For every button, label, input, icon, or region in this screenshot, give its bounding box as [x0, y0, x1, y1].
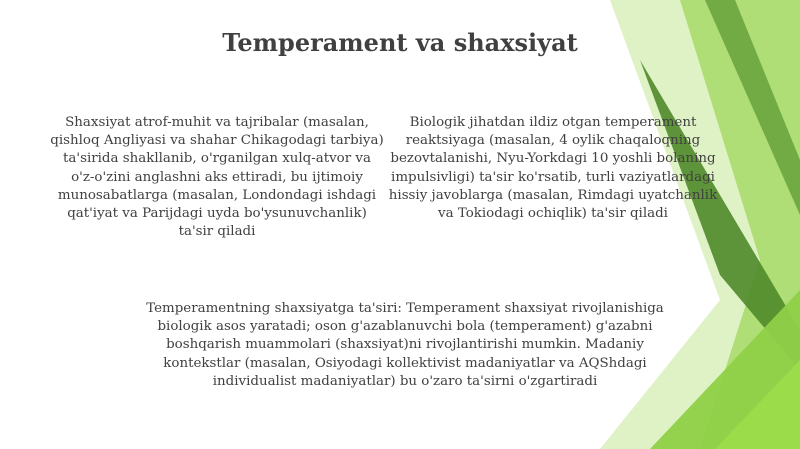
influence-paragraph: Temperamentning shaxsiyatga ta'siri: Temperament shaxsiyat rivojlanishiga biologik asos yaratadi; oson g'azablanuvchi bola (temperament) g'azabni boshqarish muammolari (shaxsiyat)ni rivojlantirishi mumkin. Madaniy kontekstlar (masalan, Osiyodagi kollektivist madaniyatlar va AQShdagi individualist madaniyatlar) bu o'zaro ta'sirni o'zgartiradi [146, 301, 664, 389]
slide-title: Temperament va shaxsiyat [222, 28, 578, 57]
temperament-paragraph: Biologik jihatdan ildiz otgan temperament reaktsiyaga (masalan, 4 oylik chaqaloqning bezovtalanishi, Nyu-Yorkdagi 10 yoshli bolaning impulsivligi) ta'sir ko'rsatib, turli vaziyatlardagi hissiy javoblarga (masalan, Rimdagi uyatchanlik va Tokiodagi ochiqlik) ta'sir qiladi [388, 115, 718, 222]
personality-paragraph: Shaxsiyat atrof-muhit va tajribalar (masalan, qishloq Angliyasi va shahar Chikagodagi tarbiya) ta'sirida shakllanib, o'rganilgan xulq-atvor va o'z-o'zini anglashni aks ettiradi, bu ijtimoiy munosabatlarga (masalan, Londondagi ishdagi qat'iyat va Parijdagi uyda bo'ysunuvchanlik) ta'sir qiladi [50, 115, 384, 240]
